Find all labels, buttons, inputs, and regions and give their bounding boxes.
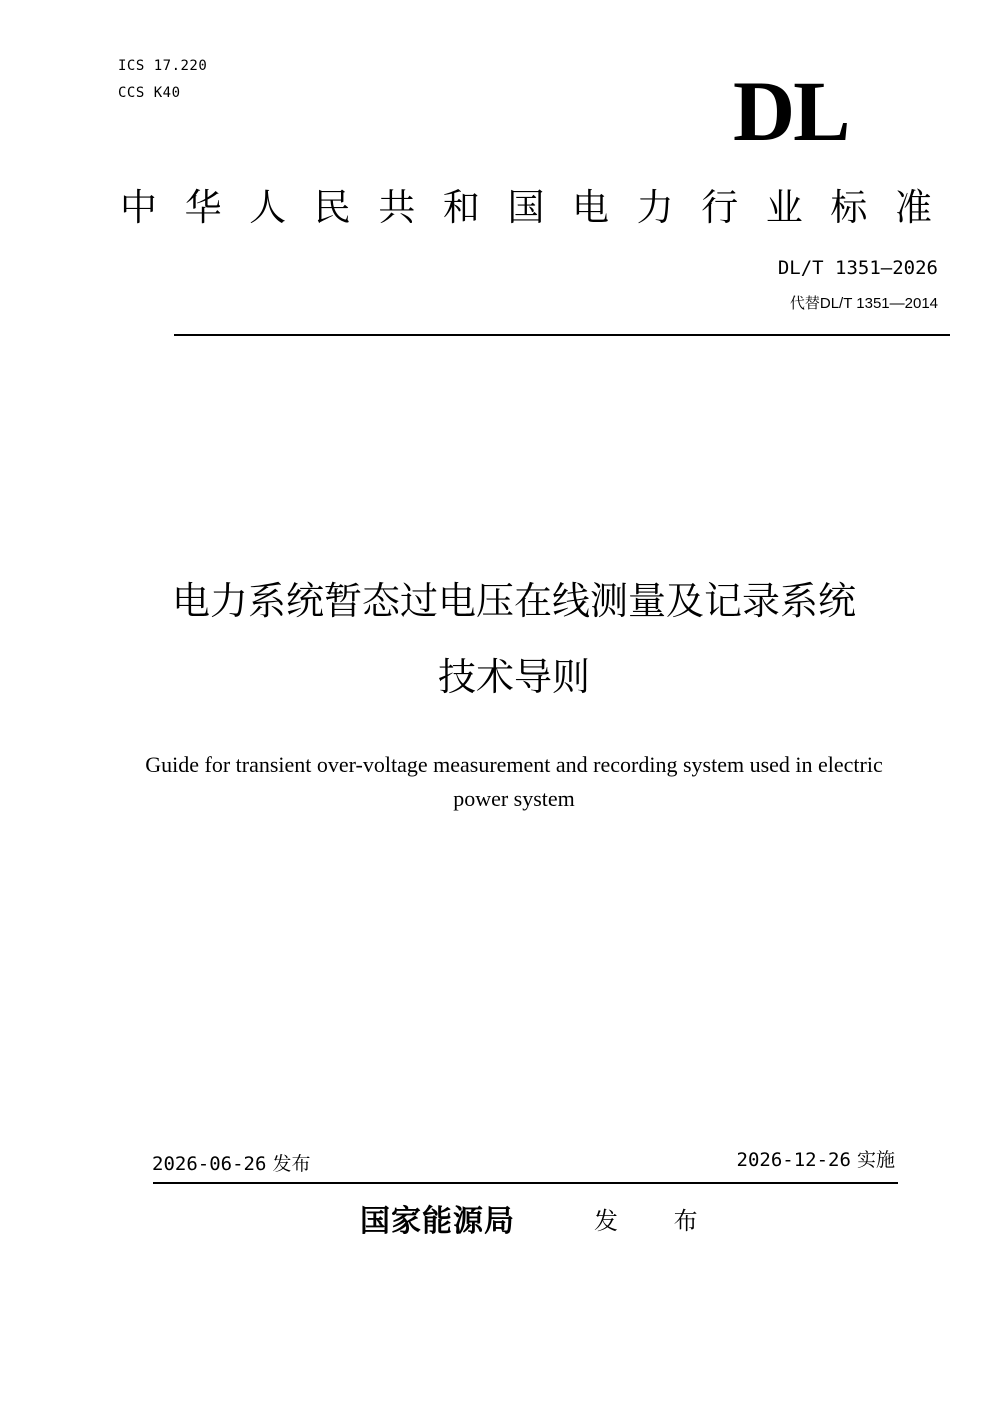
agency-char: 行 — [701, 186, 739, 229]
agency-char: 人 — [249, 186, 287, 229]
agency-char: 共 — [378, 186, 416, 229]
agency-char: 准 — [894, 186, 932, 229]
standard-number: DL/T 1351—2026 — [777, 257, 938, 279]
agency-char: 力 — [636, 186, 674, 229]
agency-title — [120, 186, 932, 230]
replaces-standard: 代替DL/T 1351—2014 — [789, 295, 938, 312]
agency-char: 和 — [442, 186, 480, 229]
title-en-line2: power system — [453, 786, 575, 811]
title-zh-line2: 技术导则 — [437, 655, 590, 699]
implement-label: 实施 — [856, 1149, 895, 1171]
ccs-code: CCS K40 — [118, 85, 181, 101]
issue-date-line — [152, 1149, 310, 1176]
implement-date-line — [737, 1145, 895, 1172]
dl-logo: DL — [733, 63, 849, 159]
agency-char: 中 — [120, 186, 157, 229]
publish-word: 发 布 — [594, 1207, 722, 1235]
agency-char: 华 — [184, 186, 222, 229]
agency-char: 国 — [507, 186, 545, 229]
agency-char: 电 — [572, 186, 610, 229]
agency-char: 业 — [765, 186, 803, 229]
agency-char: 标 — [830, 186, 868, 229]
header-divider — [174, 334, 950, 336]
implement-date: 2026-12-26 — [736, 1149, 851, 1171]
ics-code: ICS 17.220 — [118, 58, 208, 74]
issue-label: 发布 — [272, 1153, 311, 1175]
title-en-line1: Guide for transient over-voltage measurement and recording system used in electric — [145, 752, 883, 777]
issue-date: 2026-06-26 — [152, 1153, 267, 1175]
title-zh-line1: 电力系统暂态过电压在线测量及记录系统 — [171, 579, 856, 623]
footer-divider — [153, 1182, 898, 1184]
agency-char: 民 — [313, 186, 351, 229]
publisher-name: 国家能源局 — [360, 1204, 515, 1239]
